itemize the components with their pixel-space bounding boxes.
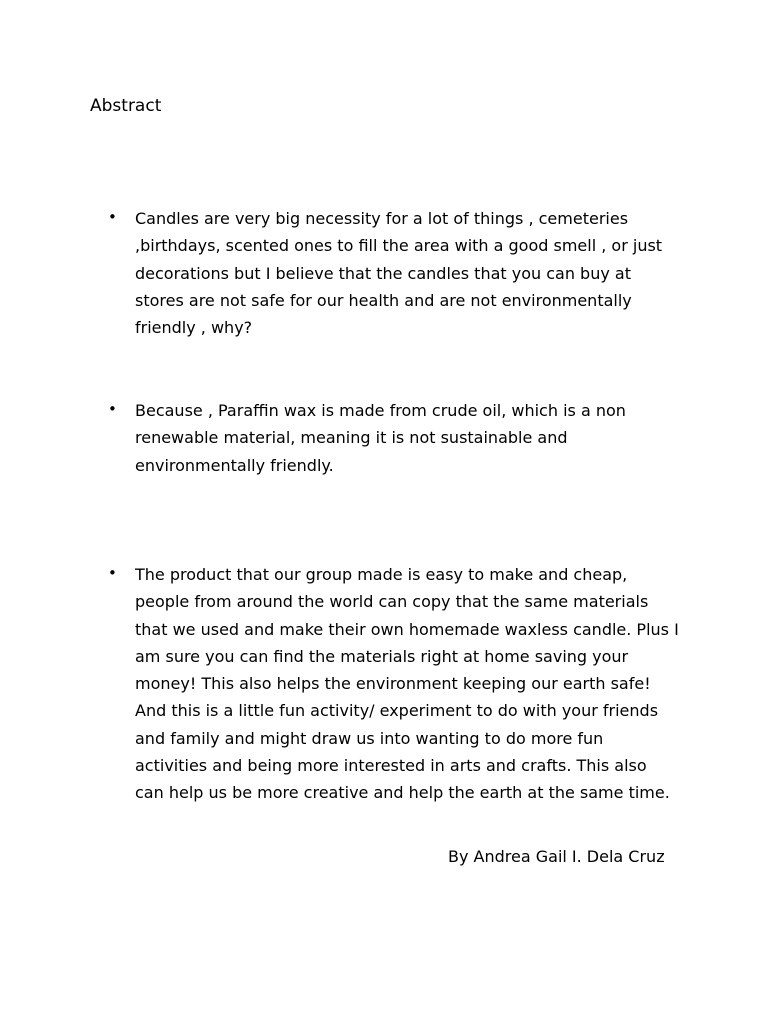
bullet-text-3: The product that our group made is easy to make and cheap, people from around the world can copy that the same materials that we used and make their own homemade waxless candle. Plus I am sure you can find the materials right at home saving your money! This also helps the environment keeping our earth safe! And this is a little fun activity/ experiment to do with your friends and family and might draw us into wanting to do more fun activities and being more interested in arts and crafts. This also can help us be more creative and help the earth at the same time.	[135, 565, 679, 803]
bullet-marker-icon: •	[108, 208, 117, 226]
author-signature: By Andrea Gail I. Dela Cruz	[448, 847, 665, 866]
document-heading: Abstract	[90, 96, 162, 116]
bullet-text-1: Candles are very big necessity for a lot of things , cemeteries ,birthdays, scented ones to fill the area with a good smell , or just decorations but I believe that the candles that you can buy at stores are not safe for our health and are not environmentally friendly , why?	[135, 209, 663, 338]
bullet-marker-icon: •	[108, 400, 117, 418]
bullet-marker-icon: •	[108, 564, 117, 582]
bullet-text-2: Because , Paraffin wax is made from crude oil, which is a non renewable material, meaning it is not sustainable and environmentally friendly.	[135, 401, 626, 475]
